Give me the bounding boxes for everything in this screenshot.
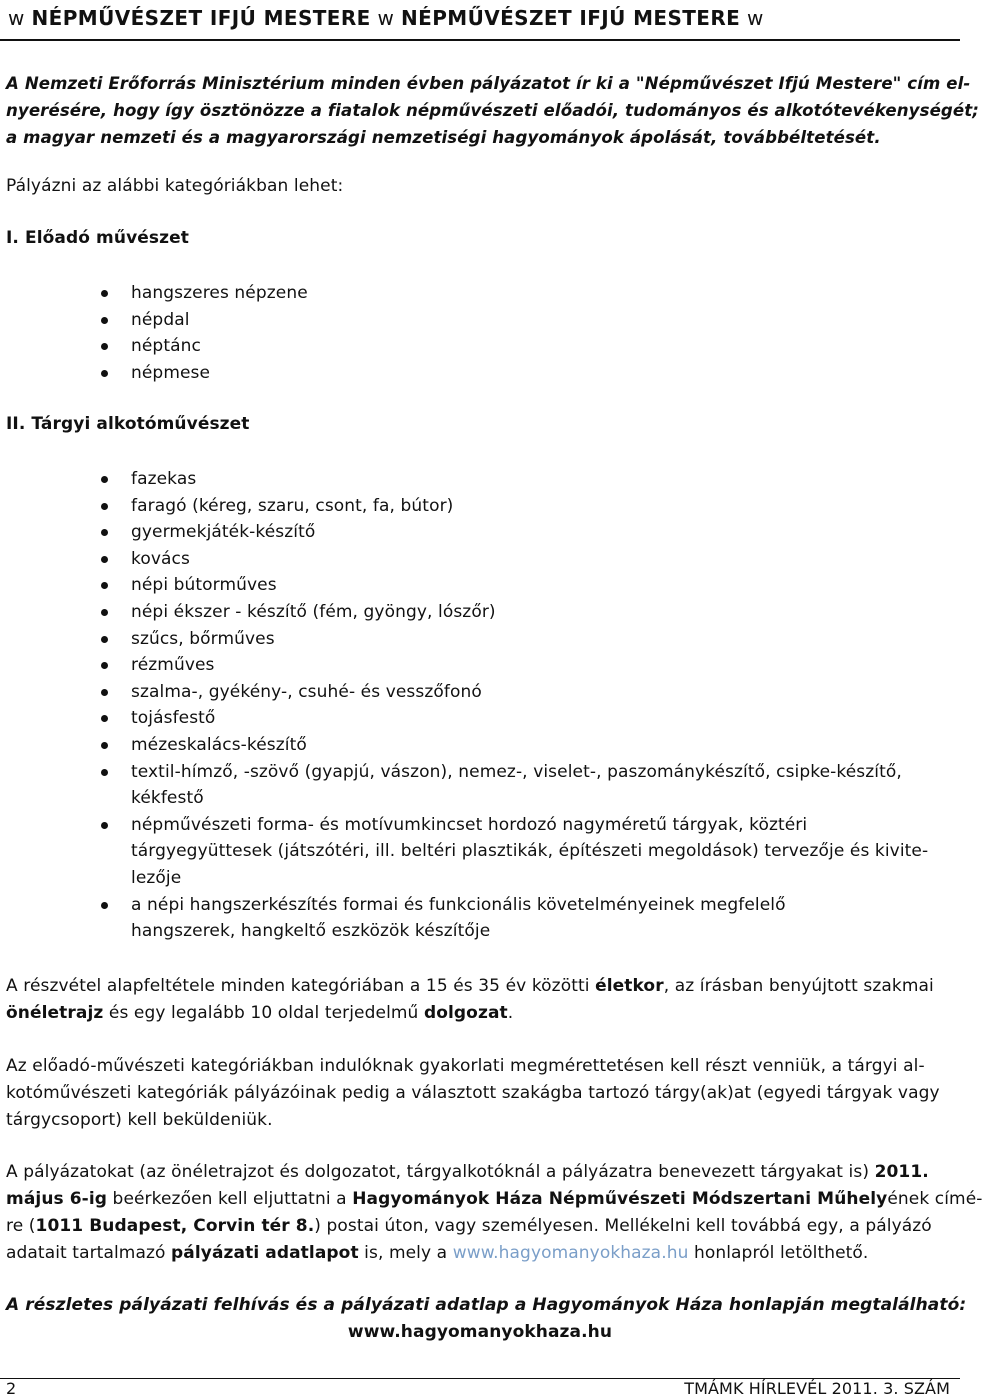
page-number: 2	[6, 1379, 17, 1398]
intro-line: nyerésére, hogy így ösztönözze a fiatalok népművészeti előadói, tudományos és alkotótevékenységét;	[6, 101, 980, 120]
institution-highlight: Hagyományok Háza Népművészeti Módszertani Műhely	[352, 1189, 888, 1209]
list-item: hangszeres népzene	[0, 280, 950, 307]
eligibility-paragraph: A részvétel alapfeltétele minden kategóriában a 15 és 35 év közötti életkor, az írásban benyújtott szakmai önéletrajz és egy legalább 10 oldal terjedelmű dolgozat.	[6, 976, 934, 1023]
header-divider	[0, 39, 960, 41]
section-title-crafts: II. Tárgyi alkotóművészet	[6, 414, 250, 434]
deadline-highlight: május 6-ig	[6, 1189, 108, 1209]
performing-arts-list	[0, 280, 950, 386]
list-item: tojásfestő	[0, 705, 950, 732]
list-item: a népi hangszerkészítés formai és funkcionális követelményeinek megfelelő hangszerek, hangkeltő eszközök készítője	[0, 892, 950, 945]
list-item: mézeskalács-készítő	[0, 732, 950, 759]
address-highlight: 1011 Budapest, Corvin tér 8.	[35, 1216, 315, 1236]
section-title-performing-arts: I. Előadó művészet	[6, 228, 189, 248]
age-highlight: életkor	[595, 976, 664, 996]
list-item: faragó (kéreg, szaru, csont, fa, bútor)	[0, 493, 950, 520]
cv-highlight: önéletrajz	[6, 1003, 104, 1023]
page-header	[0, 0, 960, 34]
header-marker: w	[377, 6, 395, 30]
intro-line: A Nemzeti Erőforrás Minisztérium minden évben pályázatot ír ki a "Népművészet Ifjú Mestere" cím el-	[6, 74, 971, 93]
list-item: szalma-, gyékény-, csuhé- és vesszőfonó	[0, 679, 950, 706]
list-item: népi bútorműves	[0, 572, 950, 599]
list-item: népművészeti forma- és motívumkincset hordozó nagyméretű tárgyak, köztéri tárgyegyüttesek (játszótéri, ill. beltéri plasztikák, építészeti megoldások) tervezője és kivite- lezője	[0, 812, 950, 892]
website-link[interactable]: www.hagyomanyokhaza.hu	[452, 1243, 689, 1263]
header-title-text: NÉPMŰVÉSZET IFJÚ MESTERE	[31, 6, 371, 30]
final-notice: A részletes pályázati felhívás és a pályázati adatlap a Hagyományok Háza honlapján megtalálható:	[6, 1295, 967, 1315]
list-item: textil-hímző, -szövő (gyapjú, vászon), nemez-, viselet-, paszománykészítő, csipke-készítő, kékfestő	[0, 759, 950, 812]
thesis-highlight: dolgozat	[423, 1003, 508, 1023]
header-title-text: NÉPMŰVÉSZET IFJÚ MESTERE	[401, 6, 741, 30]
header-marker: w	[8, 6, 25, 30]
submission-paragraph: A pályázatokat (az önéletrajzot és dolgozatot, tárgyalkotóknál a pályázatra benevezett tárgyakat is) 2011. május 6-ig beérkezően kell eljuttatni a Hagyományok Háza Népművészeti Módszertani Műhelyének címé- re (1011 Budapest, Corvin tér 8.) postai úton, vagy személyesen. Mellékelni kell továbbá egy, a pályázó adatait tartalmazó pályázati adatlapot is, mely a www.hagyomanyokhaza.hu honlapról letölthető.	[6, 1162, 983, 1263]
list-item: szűcs, bőrműves	[0, 626, 950, 653]
list-item: népdal	[0, 307, 950, 334]
list-item: kovács	[0, 546, 950, 573]
categories-intro: Pályázni az alábbi kategóriákban lehet:	[6, 176, 344, 196]
list-item: gyermekjáték-készítő	[0, 519, 950, 546]
header-title	[8, 6, 764, 30]
list-item: néptánc	[0, 333, 950, 360]
list-item: rézműves	[0, 652, 950, 679]
form-highlight: pályázati adatlapot	[171, 1243, 359, 1263]
intro-line: a magyar nemzeti és a magyarországi nemzetiségi hagyományok ápolását, továbbéltetését.	[6, 128, 881, 147]
final-website-url[interactable]: www.hagyomanyokhaza.hu	[347, 1322, 613, 1342]
list-item: fazekas	[0, 466, 950, 493]
intro-paragraph	[6, 70, 980, 151]
list-item: népi ékszer - készítő (fém, gyöngy, lószőr)	[0, 599, 950, 626]
header-marker: w	[747, 6, 764, 30]
deadline-highlight: 2011.	[874, 1162, 929, 1182]
footer-publication-title: TMÁMK HÍRLEVÉL 2011. 3. SZÁM	[684, 1379, 950, 1398]
list-item: népmese	[0, 360, 950, 387]
assessment-paragraph: Az előadó-művészeti kategóriákban indulóknak gyakorlati megmérettetésen kell részt venniük, a tárgyi al- kotóművészeti kategóriák pályázóinak pedig a választott szakágba tartozó tárgy(ak)at (egyedi tárgyak vagy tárgycsoport) kell beküldeniük.	[6, 1056, 940, 1130]
crafts-list	[0, 466, 950, 945]
